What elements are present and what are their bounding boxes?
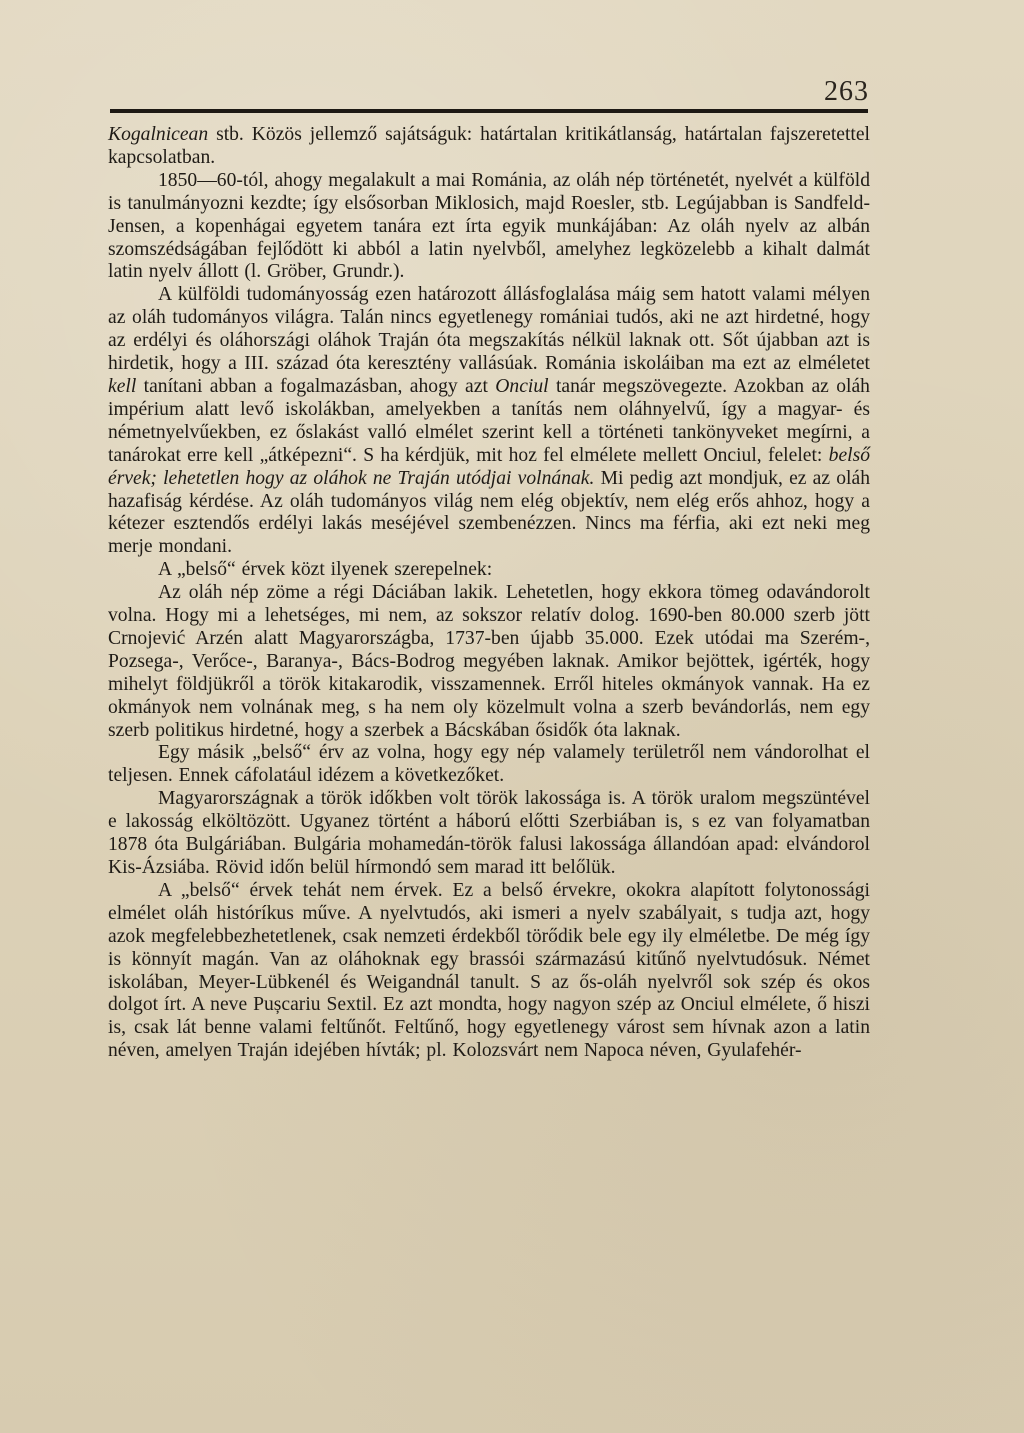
paragraph-2 [108,170,870,285]
paragraph-3-part-5: tanár megszövegezte. Azokban az oláh impérium alatt levő iskolákban, amelyekben a tanítás nem oláhnyelvű, így a magyar- és németnyelvűekben, ez őslakást valló elmélet szerint kell a történeti tankönyveket megírni, a tanárokat erre kell „átképezni“. S ha kérdjük, mit hoz fel elmélete mellett Onciul, felelet: [108,375,870,466]
paragraph-5-part-1: Az oláh nép zöme a régi Dáciában lakik. Lehetetlen, hogy ekkora tömeg odavándorolt volna. Hogy mi a lehetséges, mi nem, az sokszor relatív dolog. 1690-ben 80.000 szerb jött Crnojević Arzén alatt Magyarországba, 1737-ben újabb 35.000. Ezek utódai ma Szerém-, Pozsega-, Verőce-, Baranya-, Bács-Bodrog megyében laknak. Amikor bejöttek, igérték, hogy mihelyt földjükről a török kitakarodik, visszamennek. Erről hiteles okmányok vannak. Ha ez okmányok nem volnának meg, s ha nem oly közelmult volna a szerb bevándorlás, nem egy szerb politikus hirdetné, hogy a szerbek a Bácskában ősidők óta laknak. [108,582,870,741]
paragraph-3-part-4: Onciul [495,375,549,397]
paragraph-3-part-1: A külföldi tudományosság ezen határozott állásfoglalása máig sem hatott valami mélyen az oláh tudományos világra. Talán nincs egyetlenegy romániai tudós, aki ne azt hirdetné, hogy az erdélyi és oláhországi oláhok Traján óta megszakítás nélkül laknak ott. Sőt újabban azt is hirdetik, hogy a III. század óta keresztény vallásúak. Románia iskoláiban ma ezt az elméletet [108,284,870,375]
paragraph-2-part-1: 1850—60-tól, ahogy megalakult a mai Románia, az oláh nép történetét, nyelvét a külföld is tanulmányozni kezdte; így elsősorban Miklosich, majd Roesler, stb. Legújabban is Sandfeld-Jensen, a kopenhágai egyetem tanára ezt írta egyik munkájában: Az oláh nyelv az albán szomszédságában fejlődött ki abból a latin nyelvből, amelyhez legközelebb a kihalt dalmát latin nyelv állott (l. Gröber, Grundr.). [108,169,870,283]
paragraph-3-part-6: belső érvek; lehetetlen hogy az oláhok ne Traján utódjai volnának. [108,444,870,489]
paragraph-5 [108,582,870,742]
paragraph-8 [108,880,870,1063]
paragraph-1-part-2: stb. Közös jellemző sajátságuk: határtalan kritikátlanság, határtalan fajszeretettel kapcsolatban. [108,124,870,168]
header-rule [110,109,868,113]
paragraph-3-part-3: tanítani abban a fogalmazásban, ahogy azt [136,375,496,397]
paragraph-8-part-1: A „belső“ érvek tehát nem érvek. Ez a belső érvekre, okokra alapított folytonossági elmélet oláh históríkus műve. A nyelvtudós, aki ismeri a nyelv szabályait, s tudja azt, hogy azok megfelebbezhetetlenek, csak nemzeti érdekből törődik bele egy ily elméletbe. De még így is könnyít magán. Van az oláhoknak egy brassói származású kitűnő nyelvtudósuk. Német iskolában, Meyer-Lübkenél és Weigandnál tanult. S az ős-oláh nyelvről sok szép és okos dolgot írt. A neve Pușcariu Sextil. Ez azt mondta, hogy nagyon szép az Onciul elmélete, ő hiszi is, csak lát benne valami feltűnőt. Feltűnő, hogy egyetlenegy várost sem hívnak azon a latin néven, amelyen Traján idejében hívták; pl. Kolozsvárt nem Napoca néven, Gyulafehér- [108,879,870,1062]
paragraph-7-part-1: Magyarországnak a török időkben volt török lakossága is. A török uralom megszüntével e lakosság elköltözött. Ugyanez történt a háború előtti Szerbiában is, s ez van folyamatban 1878 óta Bulgáriában. Bulgária mohamedán-török falusi lakossága állandóan apad: elvándorol Kis-Ázsiába. Rövid időn belül hírmondó sem marad itt belőlük. [108,788,870,878]
paragraph-1 [108,124,870,170]
paragraph-3 [108,284,870,559]
page-number: 263 [824,76,869,107]
paragraph-1-part-1: Kogalnicean [108,124,209,145]
paragraph-4 [108,559,870,582]
paragraph-4-part-1: A „belső“ érvek közt ilyenek szerepelnek: [158,559,493,581]
paragraph-3-part-2: kell [108,375,137,397]
paragraph-6 [108,742,870,788]
body-text [108,124,870,1063]
paragraph-7 [108,788,870,880]
paragraph-6-part-1: Egy másik „belső“ érv az volna, hogy egy nép valamely területről nem vándorolhat el teljesen. Ennek cáfolatául idézem a következőket. [108,742,870,787]
paragraph-3-part-7: Mi pedig azt mondjuk, ez az oláh hazafiság kérdése. Az oláh tudományos világ nem elég objektív, nem elég erős ahhoz, hogy a kétezer esztendős erdélyi lakás meséjével szembenézzen. Nincs ma férfia, aki ezt neki meg merje mondani. [108,467,870,558]
